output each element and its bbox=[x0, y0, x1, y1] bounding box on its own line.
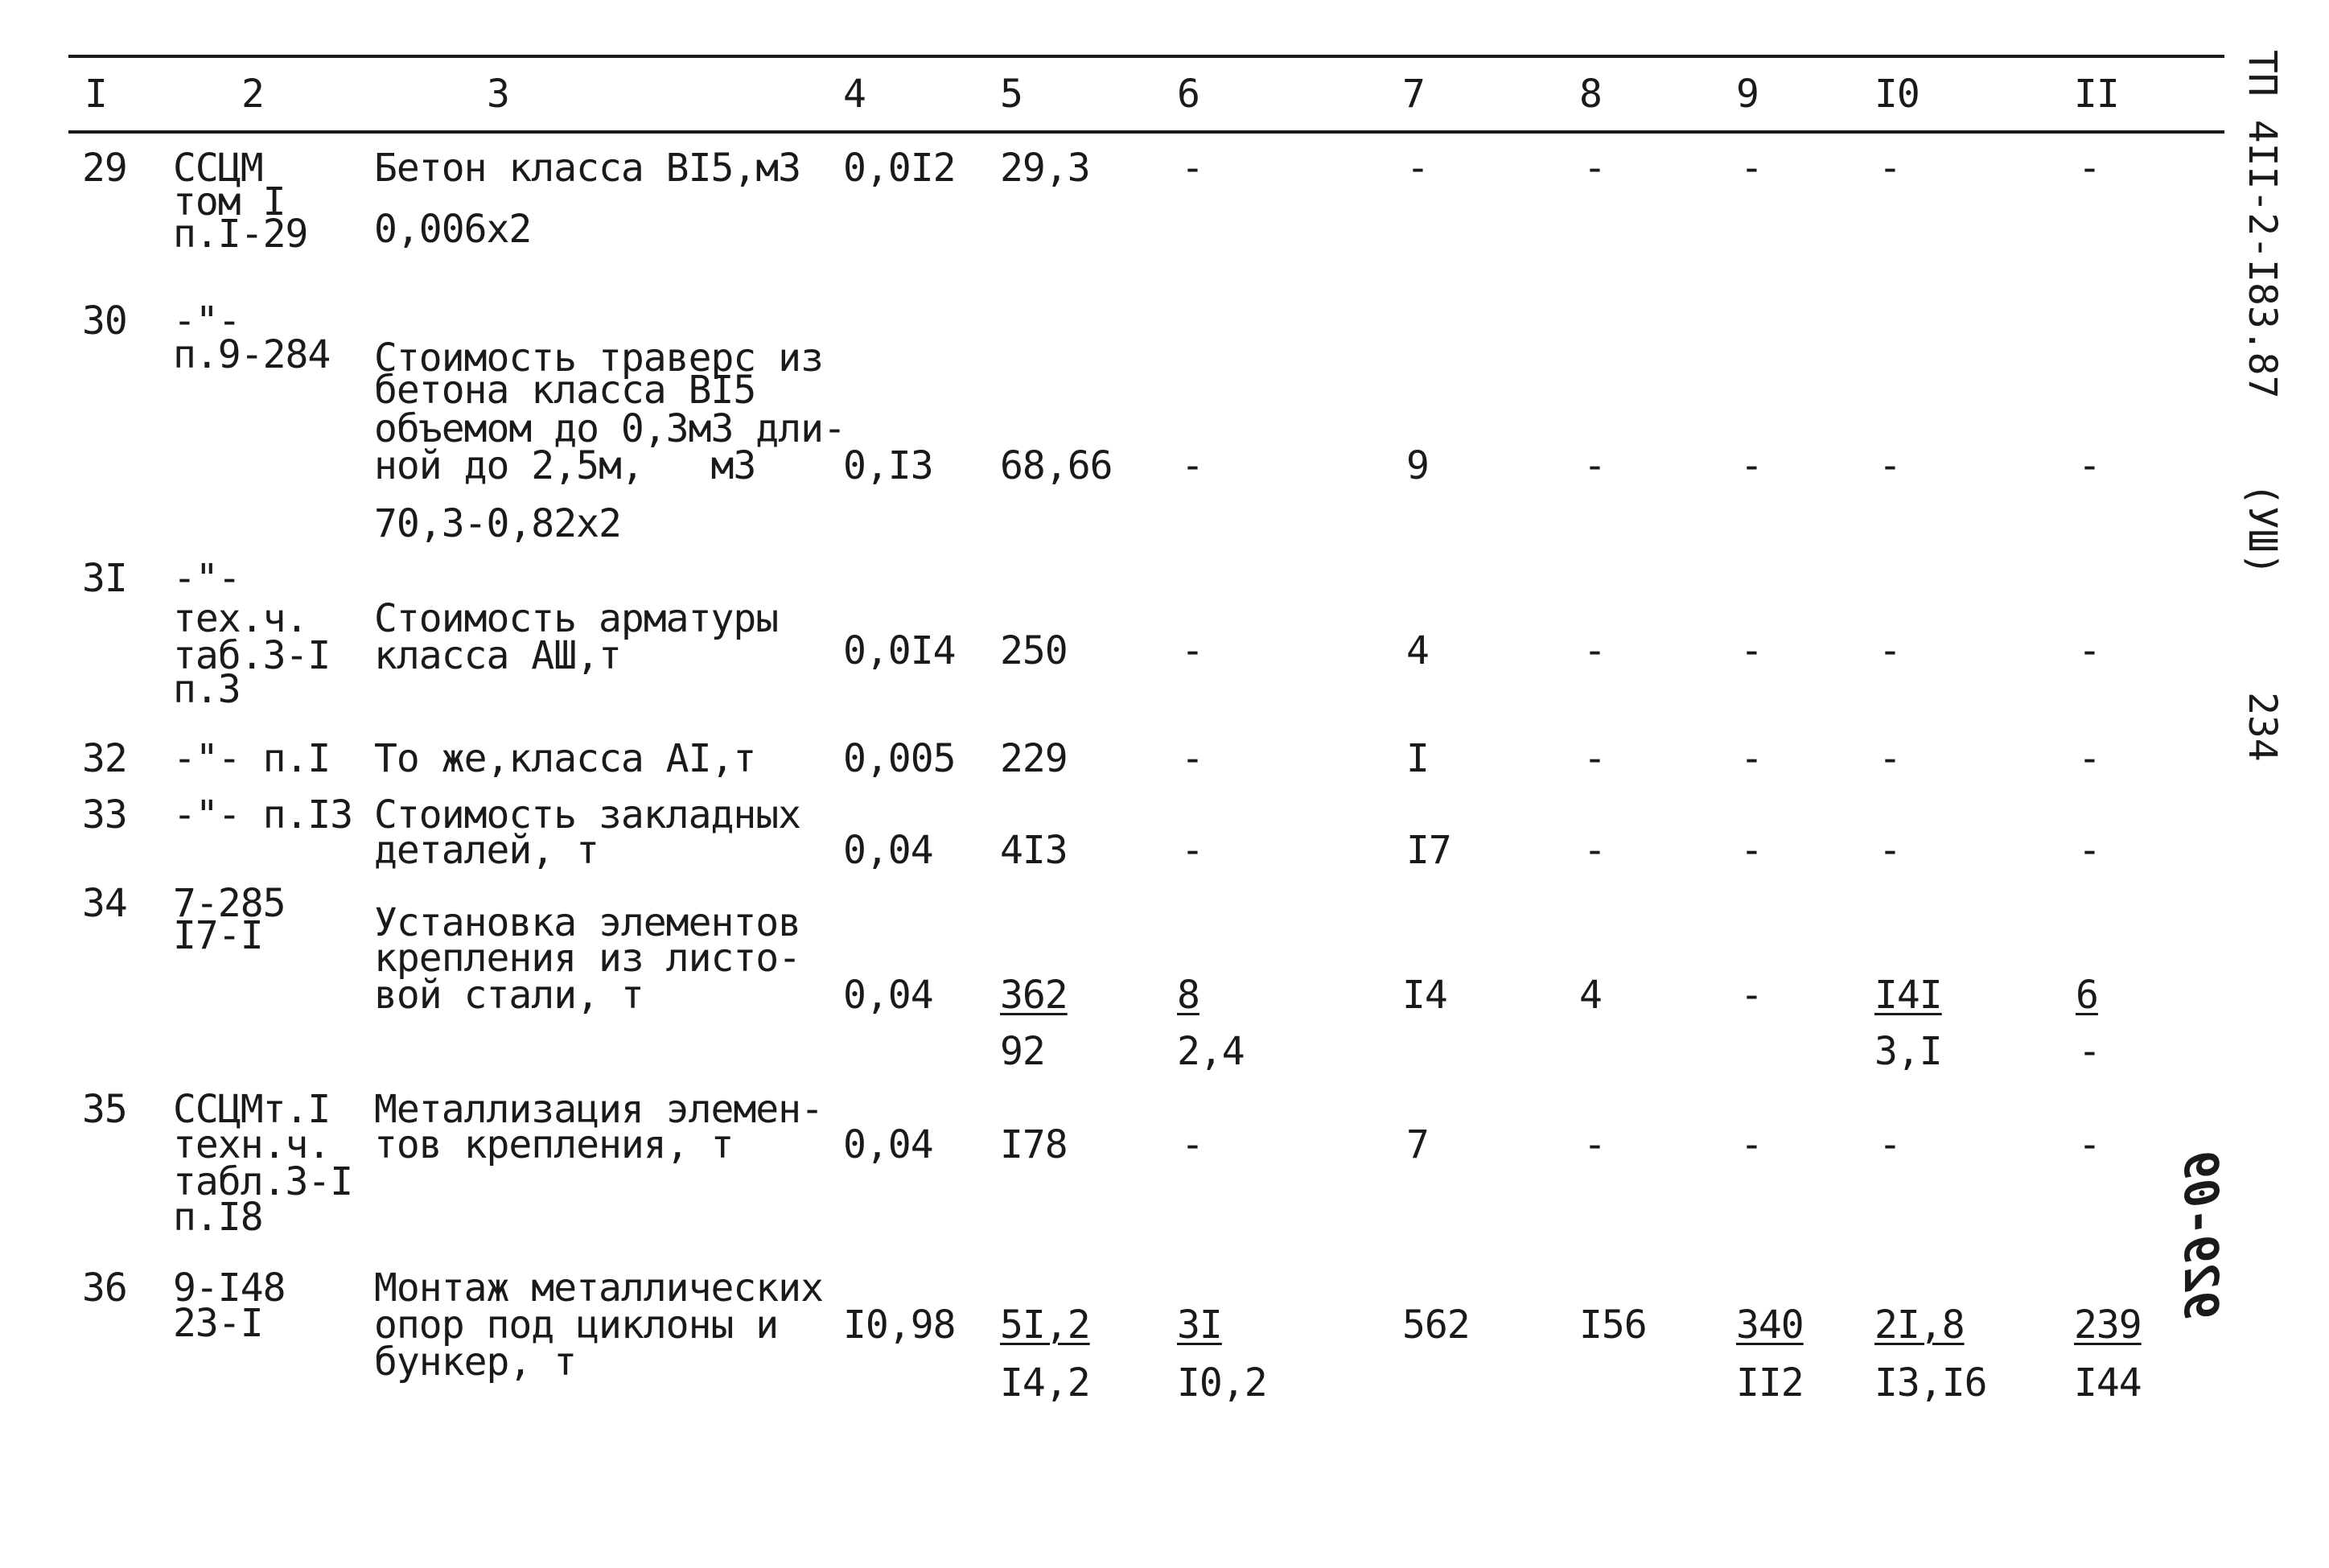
row-col-9: - bbox=[1740, 736, 1763, 781]
row-col-7: 4 bbox=[1406, 628, 1429, 673]
row-description-line: Стоимость закладных bbox=[374, 792, 801, 838]
row-number: 3I bbox=[82, 556, 127, 601]
row-source-line: п.I8 bbox=[173, 1195, 263, 1240]
row-col-9: - bbox=[1740, 628, 1763, 673]
row-col-10: - bbox=[1878, 443, 1901, 488]
row-col-11: - bbox=[2078, 443, 2101, 488]
document-code: ТП 4II-2-I83.87 bbox=[2240, 50, 2285, 399]
row-description-line: крепления из листо- bbox=[374, 936, 801, 981]
section-number: (УШ) bbox=[2240, 483, 2285, 576]
row-description-line: То же,класса АI,т bbox=[374, 736, 756, 781]
row-col-7: I4 bbox=[1402, 973, 1447, 1018]
header-col-8: 8 bbox=[1579, 72, 1602, 117]
header-col-11: II bbox=[2074, 72, 2119, 117]
row-col-4: 0,005 bbox=[843, 736, 956, 781]
row-col-10: - bbox=[1878, 736, 1901, 781]
row-col-10-lower: I3,I6 bbox=[1874, 1360, 1987, 1405]
header-rule bbox=[68, 130, 2224, 134]
row-source-line: 7-285 bbox=[173, 881, 286, 926]
row-description-line: объемом до 0,3м3 дли- bbox=[374, 406, 846, 451]
row-col-10: 2I,8 bbox=[1874, 1303, 1965, 1348]
header-col-7: 7 bbox=[1402, 72, 1425, 117]
row-number: 29 bbox=[82, 146, 127, 191]
row-number: 33 bbox=[82, 792, 127, 838]
row-col-6: - bbox=[1181, 828, 1204, 873]
row-source-line: п.I-29 bbox=[173, 212, 308, 257]
row-number: 32 bbox=[82, 736, 127, 781]
row-col-5: 68,66 bbox=[1000, 443, 1113, 488]
row-col-8: I56 bbox=[1579, 1303, 1647, 1348]
row-source-line: тех.ч. bbox=[173, 596, 308, 641]
row-col-8: - bbox=[1583, 736, 1606, 781]
row-col-5: 250 bbox=[1000, 628, 1068, 673]
row-source-line: таб.3-I bbox=[173, 633, 331, 678]
row-description-line: бункер, т bbox=[374, 1340, 577, 1385]
page-number: 234 bbox=[2240, 692, 2285, 762]
row-col-5: I78 bbox=[1000, 1122, 1068, 1167]
row-col-8: - bbox=[1583, 1122, 1606, 1167]
row-number: 34 bbox=[82, 881, 127, 926]
row-number: 35 bbox=[82, 1087, 127, 1132]
row-col-5: 4I3 bbox=[1000, 828, 1068, 873]
row-source-line: п.3 bbox=[173, 667, 241, 712]
row-col-5: 29,3 bbox=[1000, 146, 1090, 191]
row-description-line: Стоимость траверс из bbox=[374, 335, 823, 381]
row-col-9: - bbox=[1740, 443, 1763, 488]
row-source-line: табл.3-I bbox=[173, 1159, 353, 1204]
row-col-9: 340 bbox=[1736, 1303, 1804, 1348]
row-col-6: - bbox=[1181, 1122, 1204, 1167]
header-col-4: 4 bbox=[843, 72, 866, 117]
row-number: 36 bbox=[82, 1266, 127, 1311]
header-col-9: 9 bbox=[1736, 72, 1759, 117]
row-col-6: 8 bbox=[1177, 973, 1199, 1018]
row-col-11: - bbox=[2078, 828, 2101, 873]
row-col-11: - bbox=[2078, 1122, 2101, 1167]
row-description-line: бетона класса BI5 bbox=[374, 368, 756, 413]
row-col-5-lower: I4,2 bbox=[1000, 1360, 1090, 1405]
row-source-line: п.9-284 bbox=[173, 332, 331, 377]
row-col-11-lower: - bbox=[2078, 1029, 2101, 1074]
row-col-5-lower: 92 bbox=[1000, 1029, 1045, 1074]
row-col-10: I4I bbox=[1874, 973, 1942, 1018]
header-col-1: I bbox=[84, 72, 107, 117]
row-col-8: - bbox=[1583, 146, 1606, 191]
row-col-6: - bbox=[1181, 146, 1204, 191]
row-col-11: - bbox=[2078, 736, 2101, 781]
row-col-11: - bbox=[2078, 628, 2101, 673]
row-calc-note: 70,3-0,82х2 bbox=[374, 501, 621, 546]
row-col-8: - bbox=[1583, 443, 1606, 488]
row-description-line: вой стали, т bbox=[374, 973, 644, 1018]
row-col-7: - bbox=[1406, 146, 1429, 191]
row-source-line: ССЦМ bbox=[173, 146, 263, 191]
row-col-5: 5I,2 bbox=[1000, 1303, 1090, 1348]
row-col-6: - bbox=[1181, 443, 1204, 488]
row-col-6-lower: I0,2 bbox=[1177, 1360, 1267, 1405]
row-col-11-lower: I44 bbox=[2074, 1360, 2142, 1405]
row-description-line: деталей, т bbox=[374, 828, 599, 873]
row-description-line: тов крепления, т bbox=[374, 1122, 734, 1167]
header-col-3: 3 bbox=[487, 72, 509, 117]
row-description-line: Бетон класса BI5,м3 bbox=[374, 146, 801, 191]
row-description-line: Стоимость арматуры bbox=[374, 596, 779, 641]
row-description-line: Установка элементов bbox=[374, 900, 801, 945]
row-source-line: I7-I bbox=[173, 913, 263, 958]
row-description-line: Монтаж металлических bbox=[374, 1266, 823, 1311]
row-col-7: I bbox=[1406, 736, 1429, 781]
row-source-line: -"- п.I3 bbox=[173, 792, 353, 838]
row-col-6-lower: 2,4 bbox=[1177, 1029, 1245, 1074]
row-col-8: - bbox=[1583, 628, 1606, 673]
row-source-line: 23-I bbox=[173, 1301, 263, 1346]
row-col-10: - bbox=[1878, 146, 1901, 191]
row-col-4: 0,04 bbox=[843, 828, 933, 873]
row-description-line: опор под циклоны и bbox=[374, 1303, 779, 1348]
row-col-10: - bbox=[1878, 1122, 1901, 1167]
row-description-line: класса АШ,т bbox=[374, 633, 621, 678]
row-col-9-lower: II2 bbox=[1736, 1360, 1804, 1405]
row-col-4: 0,0I2 bbox=[843, 146, 956, 191]
row-source-line: -"- bbox=[173, 556, 241, 601]
row-col-7: 7 bbox=[1406, 1122, 1429, 1167]
row-col-10: - bbox=[1878, 628, 1901, 673]
row-col-5: 362 bbox=[1000, 973, 1068, 1018]
row-col-11: 6 bbox=[2076, 973, 2098, 1018]
row-source-line: ССЦМт.I bbox=[173, 1087, 331, 1132]
row-col-4: I0,98 bbox=[843, 1303, 956, 1348]
sheet-number: 929-09 bbox=[2174, 1150, 2228, 1319]
row-source-line: техн.ч. bbox=[173, 1122, 331, 1167]
row-col-10-lower: 3,I bbox=[1874, 1029, 1942, 1074]
row-col-4: 0,0I4 bbox=[843, 628, 956, 673]
row-col-9: - bbox=[1740, 973, 1763, 1018]
row-col-8: - bbox=[1583, 828, 1606, 873]
row-col-11: - bbox=[2078, 146, 2101, 191]
row-description-line: ной до 2,5м, м3 bbox=[374, 443, 756, 488]
row-source-line: -"- bbox=[173, 298, 241, 344]
header-col-2: 2 bbox=[241, 72, 264, 117]
row-calc-note: 0,006х2 bbox=[374, 207, 532, 252]
row-col-6: 3I bbox=[1177, 1303, 1222, 1348]
row-col-6: - bbox=[1181, 736, 1204, 781]
row-source-line: 9-I48 bbox=[173, 1266, 286, 1311]
row-source-line: том I bbox=[173, 179, 286, 224]
row-number: 30 bbox=[82, 298, 127, 344]
row-col-9: - bbox=[1740, 828, 1763, 873]
row-col-11: 239 bbox=[2074, 1303, 2142, 1348]
row-description-line: Металлизация элемен- bbox=[374, 1087, 823, 1132]
row-col-7: I7 bbox=[1406, 828, 1451, 873]
row-col-4: 0,04 bbox=[843, 973, 933, 1018]
row-col-7: 9 bbox=[1406, 443, 1429, 488]
row-col-10: - bbox=[1878, 828, 1901, 873]
header-col-5: 5 bbox=[1000, 72, 1023, 117]
row-col-5: 229 bbox=[1000, 736, 1068, 781]
top-rule bbox=[68, 55, 2224, 58]
row-source-line: -"- п.I bbox=[173, 736, 331, 781]
row-col-4: 0,I3 bbox=[843, 443, 933, 488]
row-col-7: 562 bbox=[1402, 1303, 1470, 1348]
row-col-9: - bbox=[1740, 146, 1763, 191]
header-col-10: I0 bbox=[1874, 72, 1920, 117]
row-col-8: 4 bbox=[1579, 973, 1602, 1018]
row-col-6: - bbox=[1181, 628, 1204, 673]
header-col-6: 6 bbox=[1177, 72, 1199, 117]
row-col-4: 0,04 bbox=[843, 1122, 933, 1167]
row-col-9: - bbox=[1740, 1122, 1763, 1167]
